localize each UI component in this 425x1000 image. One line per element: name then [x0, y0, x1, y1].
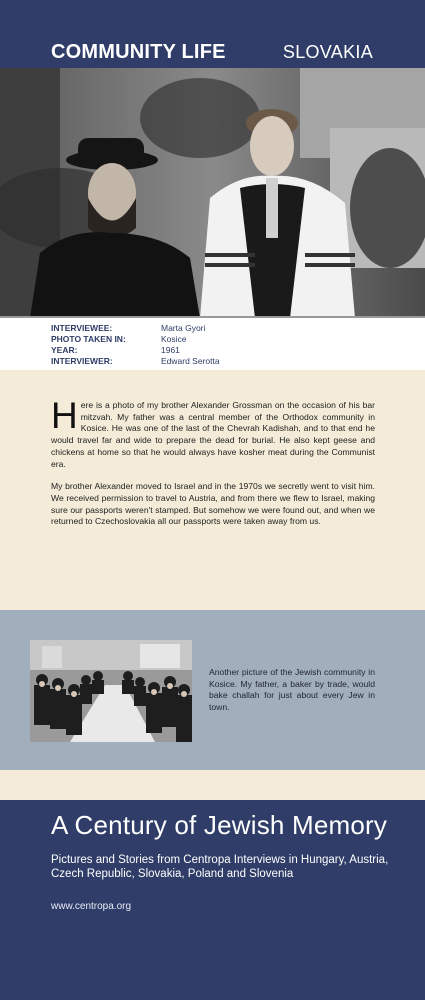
section-title: COMMUNITY LIFE: [51, 41, 226, 63]
interviewer-value: Edward Serotta: [161, 356, 220, 366]
country-label: SLOVAKIA: [282, 42, 373, 62]
interviewer-label: INTERVIEWER:: [51, 356, 113, 366]
year-label: YEAR:: [51, 345, 78, 355]
location-value: Kosice: [161, 334, 187, 344]
photo-metadata: [0, 318, 425, 370]
community-photo-caption: Another picture of the Jewish community in Kosice. My father, a baker by trade, would bake challah for just about every Jew in town.: [209, 667, 375, 712]
footer: [0, 800, 425, 1000]
second-photo-band: [0, 610, 425, 770]
header: [0, 0, 425, 68]
location-label: PHOTO TAKEN IN:: [51, 334, 126, 344]
story-paragraph-2: My brother Alexander moved to Israel and in the 1970s we secretly went to visit him. We received permission to travel to Austria, and from there we flew to Israel, making sure our passports weren't stamped. But somehow we were found out, and when we returned to Czechoslovakia all our passports were taken away from us.: [51, 481, 375, 527]
interviewee-value: Marta Gyori: [161, 323, 206, 333]
interviewee-label: INTERVIEWEE:: [51, 323, 113, 333]
footer-title: A Century of Jewish Memory: [51, 810, 388, 840]
story-text: [51, 395, 375, 539]
community-photo-image: [30, 640, 192, 742]
story-paragraph-1: [51, 395, 375, 470]
story-paragraph-1-text: ere is a photo of my brother Alexander Grossman on the occasion of his bar mitzvah. My father was a central member of the Orthodox community in Kosice. He was one of the last of the Chevrah Kadishah, and to that end he would travel far and wide to prepare the dead for burial. He also kept geese and chickens at home so that he would always have kosher meat during the Communist era.: [51, 400, 375, 469]
footer-subtitle: Pictures and Stories from Centropa Interviews in Hungary, Austria, Czech Republic, Slovakia, Poland and Slovenia: [51, 854, 389, 880]
spacer-band: [0, 770, 425, 800]
bar-mitzvah-photo: [0, 68, 425, 318]
website-link[interactable]: www.centropa.org: [51, 901, 132, 912]
year-value: 1961: [161, 345, 180, 355]
drop-cap: H: [51, 395, 78, 436]
community-photo: [30, 640, 192, 742]
story-section: [0, 370, 425, 608]
bar-mitzvah-photo-image: [0, 68, 425, 318]
